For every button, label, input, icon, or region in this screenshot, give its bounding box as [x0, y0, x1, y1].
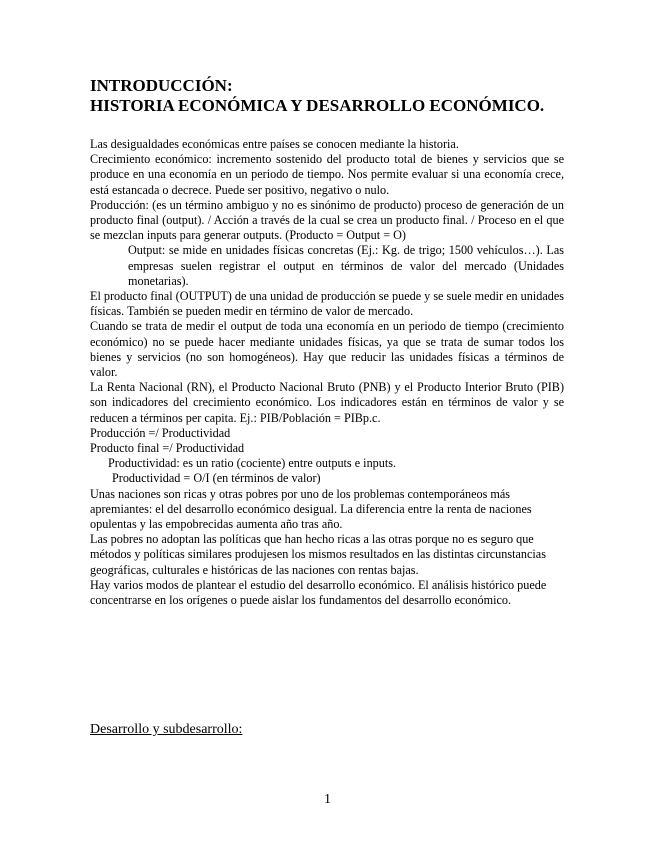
- paragraph-indented: Productividad = O/I (en términos de valor): [112, 471, 321, 486]
- paragraph: Producción: (es un término ambiguo y no es sinónimo de producto) proceso de generación de un producto final (output). / Acción a través de la cual se crea un producto final. / Proceso en el que se mezclan inputs para generar outputs. (Producto = Output = O): [90, 197, 564, 243]
- title-line-2: HISTORIA ECONÓMICA Y DESARROLLO ECONÓMICO.: [90, 96, 545, 115]
- paragraph-indented: Output: se mide en unidades físicas concretas (Ej.: Kg. de trigo; 1500 vehículos…). Las empresas suelen registrar el output en términos de valor del mercado (Unidades monetarias).: [128, 243, 564, 288]
- paragraph: El producto final (OUTPUT) de una unidad de producción se puede y se suele medir en unidades físicas. También se pueden medir en término de valor de mercado.: [90, 289, 564, 319]
- paragraph-indented: Productividad: es un ratio (cociente) entre outputs e inputs.: [108, 456, 397, 471]
- page-number: 1: [324, 792, 331, 807]
- paragraph: Producto final =/ Productividad: [90, 441, 245, 456]
- paragraph: Unas naciones son ricas y otras pobres por uno de los problemas contemporáneos más apremiantes: el del desarrollo económico desigual. La diferencia entre la renta de naciones opulentas y las empobrecidas aumenta año tras año.: [90, 486, 532, 532]
- paragraph: Las desigualdades económicas entre países se conocen mediante la historia.: [90, 137, 459, 151]
- paragraph: Cuando se trata de medir el output de toda una economía en un periodo de tiempo (crecimiento económico) no se puede hacer mediante unidades físicas, ya que se trata de sumar todos los bienes y servicios (no son homogéneos). Hay que reducir las unidades físicas a términos de valor.: [90, 319, 564, 380]
- paragraph: La Renta Nacional (RN), el Producto Nacional Bruto (PNB) y el Producto Interior Bruto (PIB) son indicadores del crecimiento económico. Los indicadores están en términos de valor y se reducen a términos per capita. Ej.: PIB/Población = PIBp.c.: [90, 380, 564, 425]
- paragraph: Las pobres no adoptan las políticas que han hecho ricas a las otras porque no es seguro que métodos y políticas similares produjesen los mismos resultados en las distintas circunstancias geográficas, culturales e históricas de las naciones con rentas bajas.: [90, 532, 546, 577]
- document-title: [90, 76, 570, 116]
- paragraph: Producción =/ Productividad: [90, 425, 231, 440]
- document-body: [90, 137, 564, 608]
- title-line-1: INTRODUCCIÓN:: [90, 76, 233, 95]
- paragraph: Hay varios modos de plantear el estudio del desarrollo económico. El análisis histórico puede concentrarse en los orígenes o puede aislar los fundamentos del desarrollo económico.: [90, 577, 547, 608]
- paragraph: Crecimiento económico: incremento sostenido del producto total de bienes y servicios que se produce en una economía en un periodo de tiempo. Nos permite evaluar si una economía crece, está estancada o decrece. Puede ser positivo, negativo o nulo.: [90, 152, 564, 197]
- section-heading: Desarrollo y subdesarrollo:: [90, 722, 243, 737]
